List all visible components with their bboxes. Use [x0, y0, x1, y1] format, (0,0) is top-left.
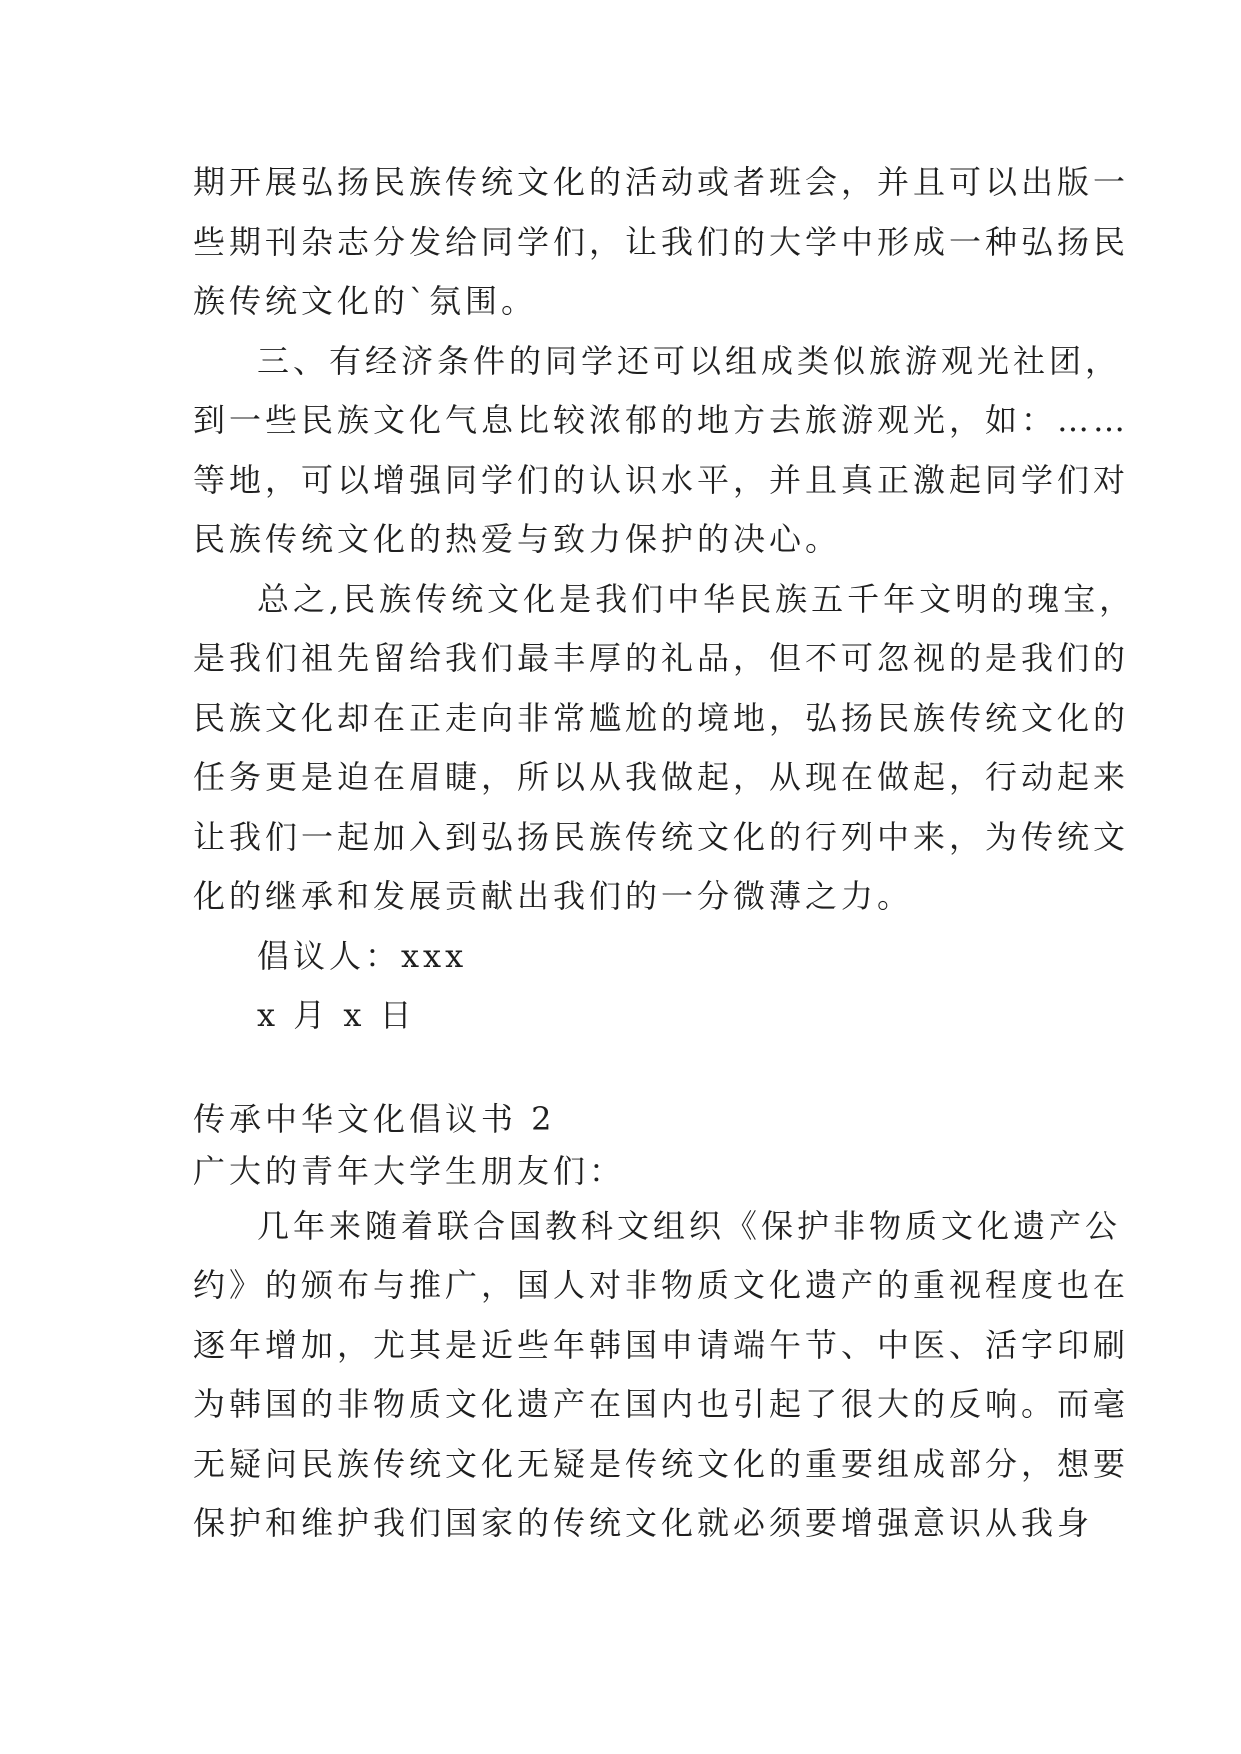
text-line: 逐年增加，尤其是近些年韩国申请端午节、中医、活字印刷	[193, 1325, 1130, 1364]
text-line: 无疑问民族传统文化无疑是传统文化的重要组成部分，想要	[193, 1444, 1130, 1483]
section1-paragraph	[193, 153, 1130, 332]
text-line: 族传统文化的`氛围。	[193, 282, 538, 320]
text-line: 民族文化却在正走向非常尴尬的境地，弘扬民族传统文化的	[193, 698, 1130, 737]
text-line: 保护和维护我们国家的传统文化就必须要增强意识从我身	[193, 1504, 1094, 1542]
section2-paragraph	[193, 332, 1130, 570]
section-spacer	[193, 1046, 1053, 1093]
salutation: 广大的青年大学生朋友们：	[193, 1151, 626, 1190]
text-line: 是我们祖先留给我们最丰厚的礼品，但不可忽视的是我们的	[193, 639, 1130, 677]
proposer-line: 倡议人：xxx	[257, 936, 468, 975]
text-line: 期开展弘扬民族传统文化的活动或者班会，并且可以出版一	[193, 163, 1130, 201]
text-line: 让我们一起加入到弘扬民族传统文化的行列中来，为传统文	[193, 817, 1130, 856]
text-line: 约》的颁布与推广，国人对非物质文化遗产的重视程度也在	[193, 1266, 1130, 1304]
date-line: x 月 x 日	[257, 996, 416, 1034]
text-line: 化的继承和发展贡献出我们的一分微薄之力。	[193, 877, 914, 915]
text-line: 民族传统文化的热爱与致力保护的决心。	[193, 520, 842, 558]
conclusion-paragraph	[193, 570, 1136, 927]
text-line: 三、有经济条件的同学还可以组成类似旅游观光社团，	[257, 341, 1122, 380]
text-line: 为韩国的非物质文化遗产在国内也引起了很大的反响。而毫	[193, 1385, 1130, 1423]
document2-title: 传承中华文化倡议书 2	[193, 1099, 556, 1138]
text-line: 到一些民族文化气息比较浓郁的地方去旅游观光，如：……	[193, 401, 1130, 439]
document-body	[193, 153, 1136, 1554]
text-line: 任务更是迫在眉睫，所以从我做起，从现在做起，行动起来	[193, 758, 1130, 796]
text-line: 等地，可以增强同学们的认识水平，并且真正激起同学们对	[193, 460, 1130, 499]
document2-header	[193, 1093, 1053, 1197]
text-line: 几年来随着联合国教科文组织《保护非物质文化遗产公	[257, 1206, 1122, 1245]
text-line: 些期刊杂志分发给同学们，让我们的大学中形成一种弘扬民	[193, 222, 1130, 261]
signature-block	[193, 927, 1053, 1046]
document2-paragraph	[193, 1197, 1130, 1554]
text-line: 总之,民族传统文化是我们中华民族五千年文明的瑰宝，	[257, 579, 1136, 618]
